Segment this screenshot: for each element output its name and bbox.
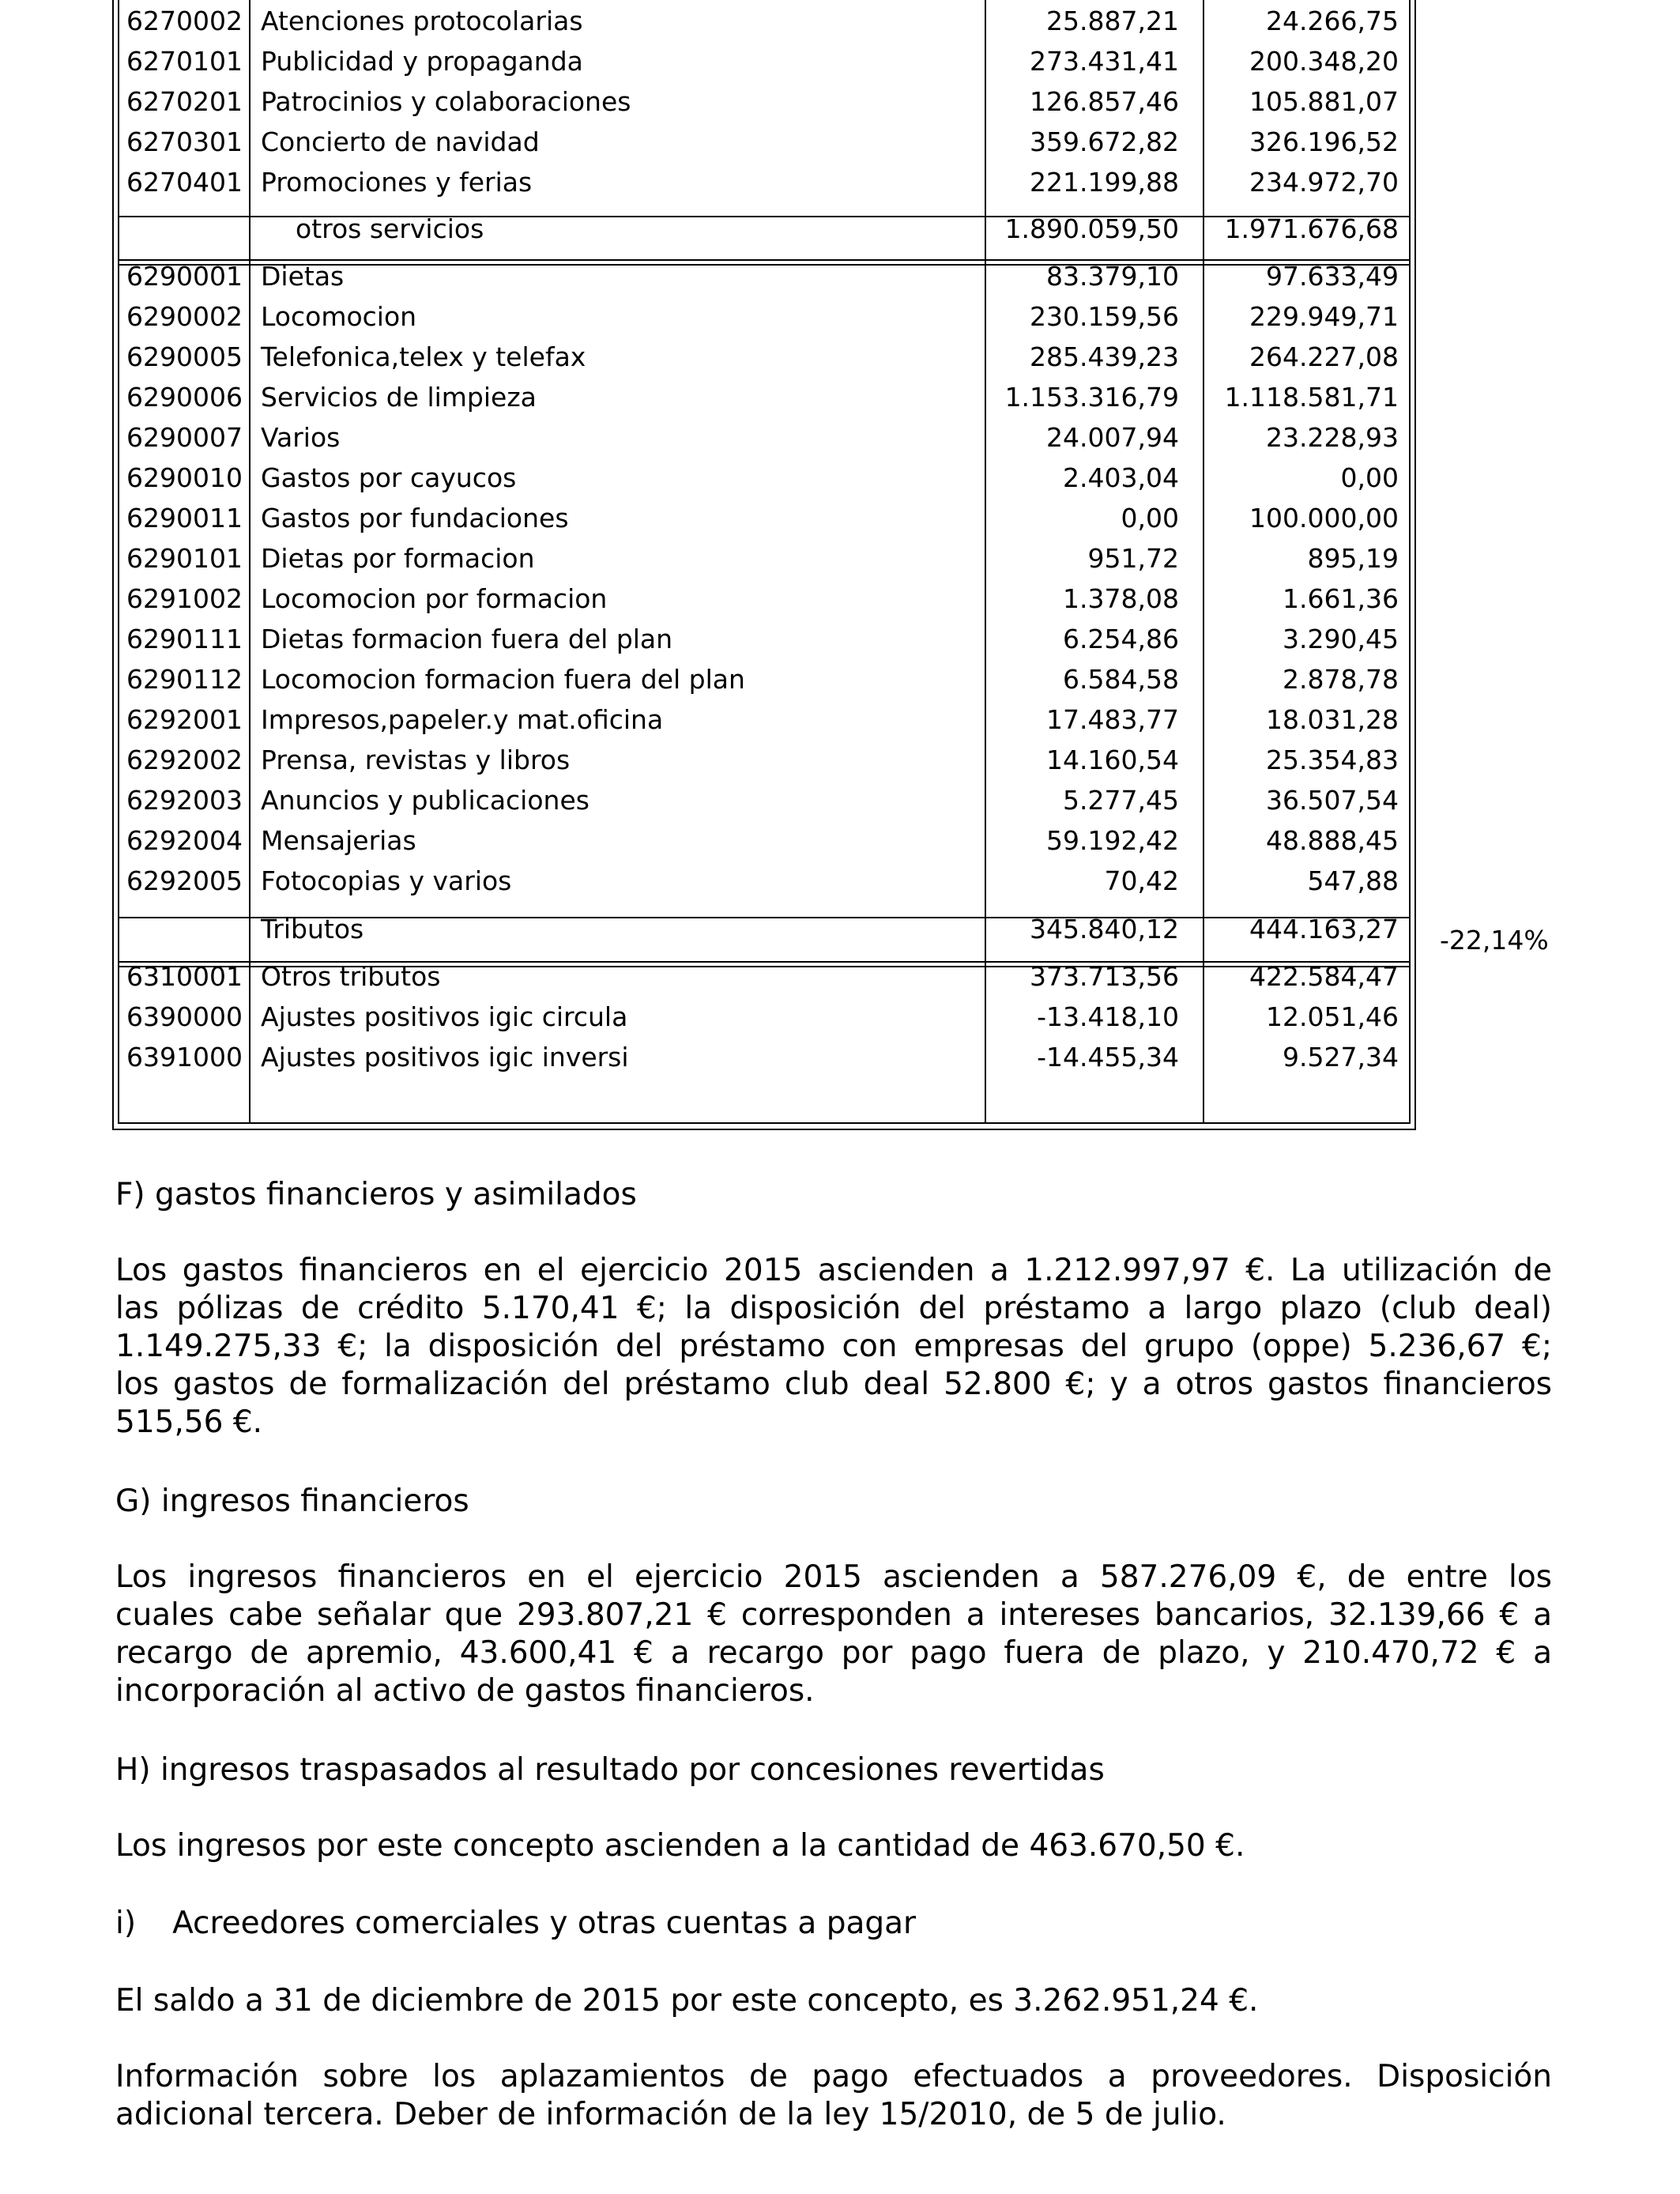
account-description: Mensajerias: [261, 825, 416, 856]
account-code: 6292005: [126, 865, 243, 896]
account-description: Tributos: [261, 914, 364, 944]
value-current: 234.972,70: [1249, 167, 1399, 198]
table-row: [112, 659, 1416, 699]
value-prior: 126.857,46: [1030, 86, 1179, 117]
table-border: [118, 1122, 1411, 1124]
value-current: 2.878,78: [1283, 664, 1399, 695]
value-prior: -13.418,10: [1037, 1001, 1179, 1032]
table-row: [112, 256, 1416, 296]
value-current: 24.266,75: [1266, 6, 1399, 36]
account-description: Prensa, revistas y libros: [261, 745, 571, 775]
table-row: [112, 780, 1416, 820]
value-current: 23.228,93: [1266, 422, 1399, 453]
value-current: 12.051,46: [1266, 1001, 1399, 1032]
value-prior: 14.160,54: [1046, 745, 1179, 775]
account-code: 6290006: [126, 382, 243, 413]
value-current: 264.227,08: [1249, 341, 1399, 372]
value-current: 48.888,45: [1266, 825, 1399, 856]
value-prior: 25.887,21: [1046, 6, 1179, 36]
value-prior: 2.403,04: [1063, 462, 1179, 493]
value-prior: 6.584,58: [1063, 664, 1179, 695]
value-current: 229.949,71: [1249, 301, 1399, 332]
account-description: Varios: [261, 422, 341, 453]
paragraph-line: cuales cabe señalar que 293.807,21 € corresponden a intereses bancarios, 32.139,66 € a: [115, 1597, 1552, 1633]
value-current: 1.118.581,71: [1224, 382, 1399, 413]
account-code: 6270002: [126, 6, 243, 36]
account-code: 6292003: [126, 785, 243, 816]
table-border: [112, 1129, 1416, 1130]
value-prior: 24.007,94: [1046, 422, 1179, 453]
value-current: 326.196,52: [1249, 126, 1399, 157]
value-prior: 59.192,42: [1046, 825, 1179, 856]
account-description: Otros tributos: [261, 961, 441, 992]
account-code: 6290112: [126, 664, 243, 695]
account-description: Fotocopias y varios: [261, 865, 512, 896]
account-code: 6292001: [126, 704, 243, 735]
section-f-paragraph: [115, 1252, 1552, 1442]
section-f-heading: F) gastos financieros y asimilados: [115, 1177, 637, 1212]
account-code: 6290010: [126, 462, 243, 493]
account-code: 6270301: [126, 126, 243, 157]
table-row: [112, 41, 1416, 81]
account-description: Promociones y ferias: [261, 167, 533, 198]
account-description: Concierto de navidad: [261, 126, 540, 157]
account-description: Servicios de limpieza: [261, 382, 537, 413]
section-i-marker: i): [115, 1906, 137, 1941]
account-description: Locomocion: [261, 301, 417, 332]
table-row: [112, 619, 1416, 659]
value-current: 36.507,54: [1266, 785, 1399, 816]
value-prior: 1.153.316,79: [1004, 382, 1179, 413]
value-current: 97.633,49: [1266, 261, 1399, 292]
account-code: 6390000: [126, 1001, 243, 1032]
section-i-title: Acreedores comerciales y otras cuentas a pagar: [172, 1906, 917, 1941]
tributos-percent: -22,14%: [1440, 925, 1549, 956]
value-current: 200.348,20: [1249, 46, 1399, 77]
paragraph-line: 1.149.275,33 €; la disposición del préstamo con empresas del grupo (oppe) 5.236,67 €;: [115, 1329, 1552, 1364]
table-row: [112, 579, 1416, 619]
account-description: Dietas: [261, 261, 345, 292]
paragraph-line: recargo de apremio, 43.600,41 € a recargo por pago fuera de plazo, y 210.470,72 € a: [115, 1635, 1552, 1671]
table-row: [112, 861, 1416, 901]
account-description: Gastos por cayucos: [261, 462, 517, 493]
value-current: 444.163,27: [1249, 914, 1399, 944]
value-current: 25.354,83: [1266, 745, 1399, 775]
value-prior: 951,72: [1087, 543, 1179, 574]
value-prior: 359.672,82: [1030, 126, 1179, 157]
account-code: 6290005: [126, 341, 243, 372]
table-row: [112, 458, 1416, 498]
table-row: [112, 122, 1416, 162]
account-code: 6290011: [126, 503, 243, 533]
account-code: 6292002: [126, 745, 243, 775]
account-code: 6270401: [126, 167, 243, 198]
account-description: Locomocion por formacion: [261, 583, 608, 614]
account-description: Impresos,papeler.y mat.oficina: [261, 704, 664, 735]
account-code: 6290111: [126, 624, 243, 654]
info-paragraph: [115, 2058, 1552, 2134]
value-current: 1.971.676,68: [1224, 213, 1399, 244]
paragraph-line: los gastos de formalización del préstamo club deal 52.800 €; y a otros gastos financieros: [115, 1367, 1552, 1402]
table-row: [112, 820, 1416, 861]
value-current: 0,00: [1340, 462, 1399, 493]
paragraph-line: 515,56 €.: [115, 1404, 263, 1440]
value-current: 9.527,34: [1283, 1042, 1399, 1072]
account-code: 6270201: [126, 86, 243, 117]
section-h-heading: H) ingresos traspasados al resultado por concesiones revertidas: [115, 1752, 1105, 1788]
value-prior: 70,42: [1104, 865, 1179, 896]
paragraph-line: Los ingresos financieros en el ejercicio 2015 ascienden a 587.276,09 €, de entre los: [115, 1559, 1552, 1595]
value-prior: 230.159,56: [1030, 301, 1179, 332]
value-current: 100.000,00: [1249, 503, 1399, 533]
value-current: 3.290,45: [1283, 624, 1399, 654]
value-prior: 1.378,08: [1063, 583, 1179, 614]
value-prior: -14.455,34: [1037, 1042, 1179, 1072]
account-description: Anuncios y publicaciones: [261, 785, 590, 816]
table-row: [112, 498, 1416, 538]
value-prior: 373.713,56: [1030, 961, 1179, 992]
table-row: [112, 909, 1416, 949]
account-code: 6270101: [126, 46, 243, 77]
section-g-paragraph: [115, 1559, 1552, 1710]
paragraph-line: incorporación al activo de gastos financieros.: [115, 1673, 815, 1709]
table-row: [112, 997, 1416, 1037]
paragraph-line: las pólizas de crédito 5.170,41 €; la disposición del préstamo a largo plazo (club deal): [115, 1291, 1552, 1326]
table-row: [112, 1037, 1416, 1077]
account-code: 6290101: [126, 543, 243, 574]
value-current: 1.661,36: [1283, 583, 1399, 614]
table-row: [112, 699, 1416, 740]
account-code: 6292004: [126, 825, 243, 856]
value-prior: 6.254,86: [1063, 624, 1179, 654]
value-prior: 83.379,10: [1046, 261, 1179, 292]
account-code: 6290007: [126, 422, 243, 453]
value-current: 18.031,28: [1266, 704, 1399, 735]
account-description: Ajustes positivos igic circula: [261, 1001, 628, 1032]
account-description: Locomocion formacion fuera del plan: [261, 664, 745, 695]
table-row: [112, 296, 1416, 337]
accounts-table: [112, 0, 1416, 1130]
table-row: [112, 162, 1416, 202]
value-prior: 1.890.059,50: [1004, 213, 1179, 244]
table-row: [112, 956, 1416, 997]
paragraph-line: Información sobre los aplazamientos de pago efectuados a proveedores. Disposición: [115, 2059, 1552, 2094]
account-code: 6391000: [126, 1042, 243, 1072]
account-description: Gastos por fundaciones: [261, 503, 569, 533]
value-prior: 273.431,41: [1030, 46, 1179, 77]
table-row: [112, 538, 1416, 579]
account-description: Publicidad y propaganda: [261, 46, 583, 77]
account-description: Ajustes positivos igic inversi: [261, 1042, 629, 1072]
table-row: [112, 209, 1416, 249]
account-description: Telefonica,telex y telefax: [261, 341, 586, 372]
table-row: [112, 81, 1416, 122]
paragraph-line: adicional tercera. Deber de información de la ley 15/2010, de 5 de julio.: [115, 2097, 1226, 2132]
value-current: 547,88: [1307, 865, 1399, 896]
section-g-heading: G) ingresos financieros: [115, 1483, 469, 1519]
account-description: Dietas por formacion: [261, 543, 535, 574]
account-code: 6290002: [126, 301, 243, 332]
account-description: otros servicios: [296, 213, 484, 244]
section-i-paragraph: El saldo a 31 de diciembre de 2015 por este concepto, es 3.262.951,24 €.: [115, 1983, 1259, 2019]
account-description: Atenciones protocolarias: [261, 6, 583, 36]
table-row: [112, 417, 1416, 458]
account-code: 6290001: [126, 261, 243, 292]
value-current: 105.881,07: [1249, 86, 1399, 117]
table-row: [112, 377, 1416, 417]
value-prior: 5.277,45: [1063, 785, 1179, 816]
value-prior: 345.840,12: [1030, 914, 1179, 944]
section-i-heading: [115, 1905, 1552, 1943]
table-row: [112, 740, 1416, 780]
value-current: 422.584,47: [1249, 961, 1399, 992]
table-row: [112, 1, 1416, 41]
account-description: Dietas formacion fuera del plan: [261, 624, 673, 654]
paragraph-line: Los gastos financieros en el ejercicio 2015 ascienden a 1.212.997,97 €. La utilización de: [115, 1253, 1552, 1288]
value-prior: 0,00: [1121, 503, 1179, 533]
account-description: Patrocinios y colaboraciones: [261, 86, 631, 117]
table-row: [112, 337, 1416, 377]
account-code: 6310001: [126, 961, 243, 992]
account-code: 6291002: [126, 583, 243, 614]
value-prior: 285.439,23: [1030, 341, 1179, 372]
value-prior: 17.483,77: [1046, 704, 1179, 735]
value-prior: 221.199,88: [1030, 167, 1179, 198]
section-h-paragraph: Los ingresos por este concepto ascienden a la cantidad de 463.670,50 €.: [115, 1828, 1245, 1864]
value-current: 895,19: [1307, 543, 1399, 574]
